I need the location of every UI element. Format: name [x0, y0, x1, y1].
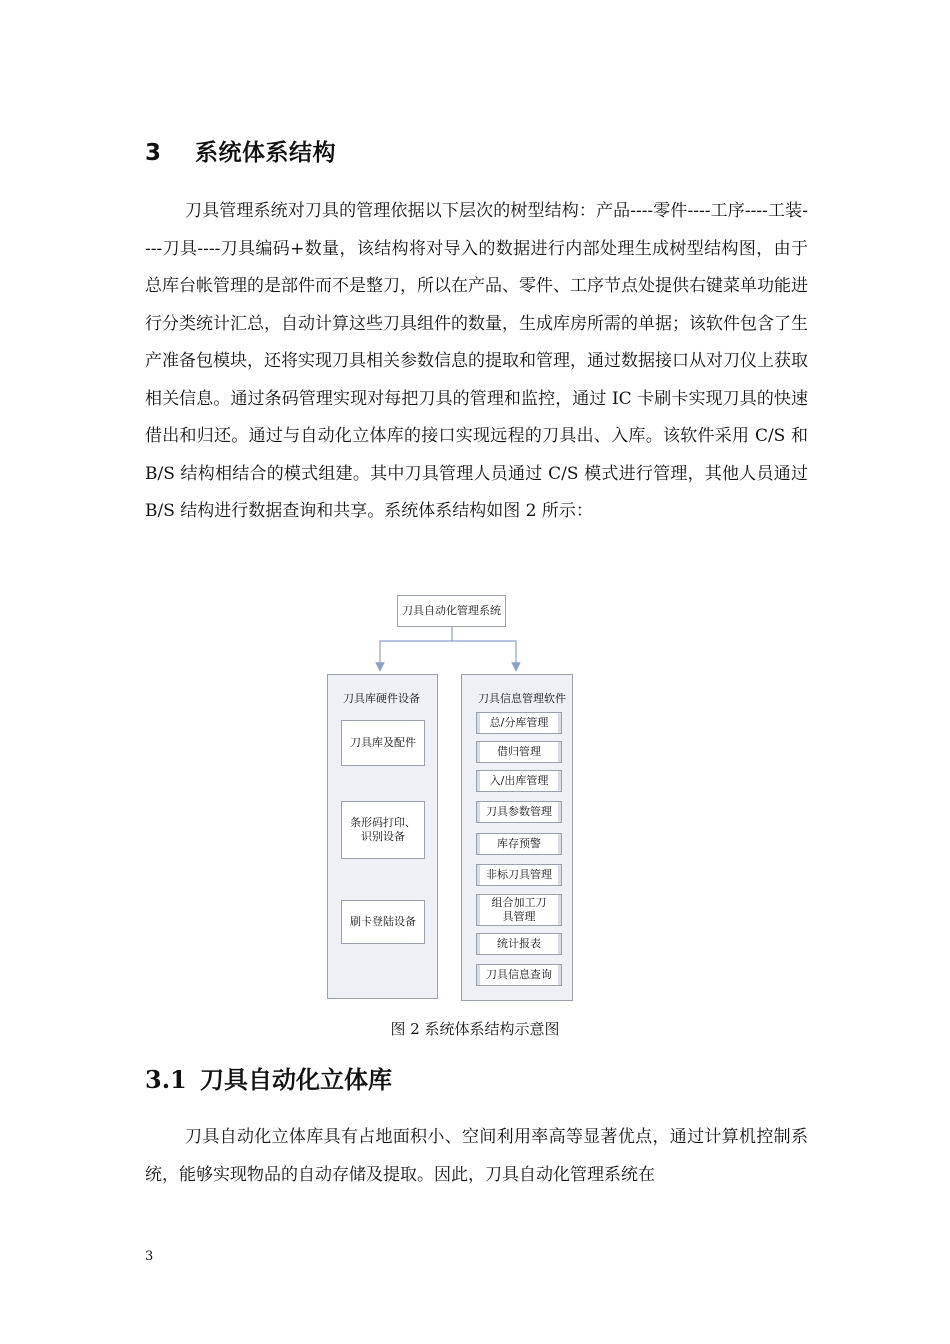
hardware-item: 刀具库及配件 — [341, 720, 425, 766]
subsection-number: 3.1 — [145, 1065, 187, 1094]
software-item: 总/分库管理 — [476, 712, 562, 734]
page-number: 3 — [145, 1249, 154, 1264]
software-item: 非标刀具管理 — [476, 864, 562, 886]
section-title: 系统体系结构 — [195, 140, 336, 166]
figure-caption: 图 2 系统体系结构示意图 — [390, 1020, 560, 1038]
subsection-title: 刀具自动化立体库 — [200, 1065, 392, 1094]
software-panel-title: 刀具信息管理软件 — [478, 692, 566, 705]
hardware-item: 刷卡登陆设备 — [341, 900, 425, 944]
connector-right — [452, 641, 516, 667]
software-item: 刀具参数管理 — [476, 801, 562, 823]
body-paragraph-1: 刀具管理系统对刀具的管理依据以下层次的树型结构：产品----零件----工序----工装----刀具----刀具编码+数量，该结构将对导入的数据进行内部处理生成树型结构图，由于总库台帐管理的是部件而不是整刀，所以在产品、零件、工序节点处提供右键菜单功能进行分类统计汇总，自动计算这些刀具组件的数量，生成库房所需的单据；该软件包含了生产准备包模块，还将实现刀具相关参数信息的提取和管理，通过数据接口从对刀仪上获取相关信息。通过条码管理实现对每把刀具的管理和监控，通过 IC 卡刷卡实现刀具的快速借出和归还。通过与自动化立体库的接口实现远程的刀具出、入库。该软件采用 C/S 和 B/S 结构相结合的模式组建。其中刀具管理人员通过 C/S 模式进行管理，其他人员通过 B/S 结构进行数据查询和共享。系统体系结构如图 2 所示： — [145, 201, 808, 521]
subsection-heading — [145, 1060, 392, 1095]
software-item: 借归管理 — [476, 741, 562, 763]
hardware-item: 条形码打印、识别设备 — [341, 801, 425, 859]
diagram-root-label: 刀具自动化管理系统 — [402, 604, 501, 617]
diagram-root-box — [397, 595, 506, 627]
hardware-panel-title: 刀具库硬件设备 — [343, 692, 420, 705]
section-heading — [145, 134, 336, 167]
software-item: 入/出库管理 — [476, 770, 562, 792]
connector-left — [380, 627, 452, 667]
software-item: 组合加工刀具管理 — [476, 894, 562, 926]
software-item: 刀具信息查询 — [476, 964, 562, 986]
section-number: 3 — [145, 140, 162, 166]
body-paragraph-2: 刀具自动化立体库具有占地面积小、空间利用率高等显著优点，通过计算机控制系统，能够实现物品的自动存储及提取。因此，刀具自动化管理系统在 — [145, 1127, 808, 1185]
software-item: 统计报表 — [476, 933, 562, 955]
software-item: 库存预警 — [476, 833, 562, 855]
